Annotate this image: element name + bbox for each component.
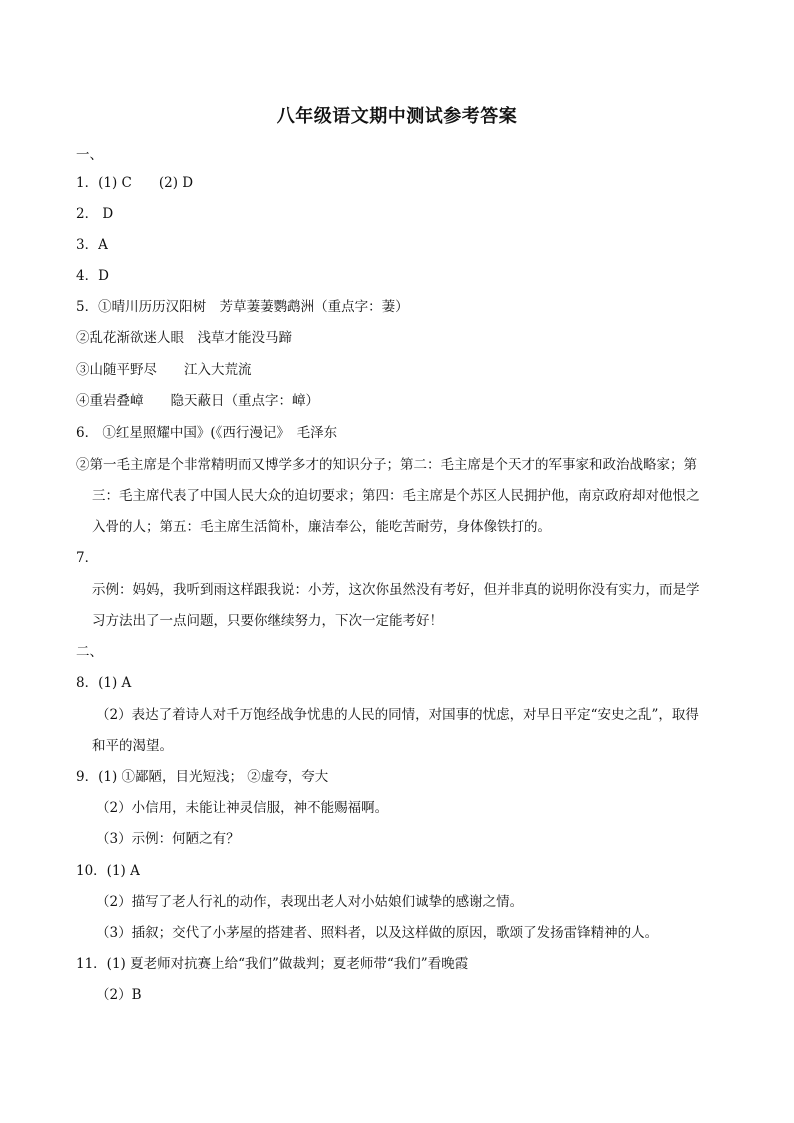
answer-line-5: 5．①晴川历历汉阳树 芳草萋萋鹦鹉洲（重点字：萋） [76, 299, 409, 315]
answer-line-6-2c: 入骨的人；第五：毛主席生活简朴，廉洁奉公，能吃苦耐劳，身体像铁打的。 [92, 519, 551, 535]
answer-line-5-4: ④重岩叠嶂 隐天蔽日（重点字：嶂） [76, 393, 319, 409]
answer-line-7: 7． [76, 550, 99, 566]
answer-line-9-2: （2）小信用，未能让神灵信服，神不能赐福啊。 [96, 800, 389, 816]
answer-line-11-2: （2）B [96, 987, 142, 1003]
answer-line-5-2: ②乱花渐欲迷人眼 浅草才能没马蹄 [76, 330, 292, 346]
answer-line-10: 10．(1) A [76, 863, 140, 879]
document-title: 八年级语文期中测试参考答案 [276, 106, 518, 127]
answer-line-1: 1．(1) C (2) D [76, 175, 194, 191]
answer-line-10-3: （3）插叙；交代了小茅屋的搭建者、照料者，以及这样做的原因，歌颂了发扬雷锋精神的人。 [96, 925, 659, 941]
answer-line-6: 6． ①红星照耀中国》(《西行漫记》 毛泽东 [76, 425, 338, 441]
answer-line-10-2: （2）描写了老人行礼的动作，表现出老人对小姑娘们诚挚的感谢之情。 [96, 894, 524, 910]
answer-line-2: 2． D [76, 206, 114, 222]
answer-line-6-2b: 三：毛主席代表了中国人民大众的迫切要求；第四：毛主席是个苏区人民拥护他，南京政府却对他恨之 [92, 488, 700, 504]
answer-line-6-2a: ②第一毛主席是个非常精明而又博学多才的知识分子；第二：毛主席是个天才的军事家和政治战略家；第 [76, 457, 697, 473]
answer-line-7-example-b: 习方法出了一点问题，只要你继续努力，下次一定能考好！ [92, 613, 443, 629]
answer-line-4: 4．D [76, 268, 109, 284]
answer-line-9: 9．(1) ①鄙陋，目光短浅； ②虚夸，夸大 [76, 769, 329, 785]
answer-line-3: 3．A [76, 237, 108, 253]
answer-line-8: 8．(1) A [76, 675, 132, 691]
answer-line-8-2b: 和平的渴望。 [92, 738, 173, 754]
answer-line-9-3: （3）示例：何陋之有？ [96, 831, 240, 847]
answer-line-7-example-a: 示例：妈妈，我听到雨这样跟我说：小芳，这次你虽然没有考好，但并非真的说明你没有实力，而是学 [92, 582, 700, 598]
answer-line-5-3: ③山随平野尽 江入大荒流 [76, 362, 252, 378]
section-heading-one: 一、 [76, 147, 103, 163]
answer-line-11: 11．(1) 夏老师对抗赛上给“我们”做裁判；夏老师带“我们”看晚霞 [76, 956, 469, 972]
answer-line-8-2a: （2）表达了着诗人对千万饱经战争忧患的人民的同情，对国事的忧虑，对早日平定“安史之乱”，取得 [96, 707, 699, 723]
section-heading-two: 二、 [76, 644, 103, 660]
